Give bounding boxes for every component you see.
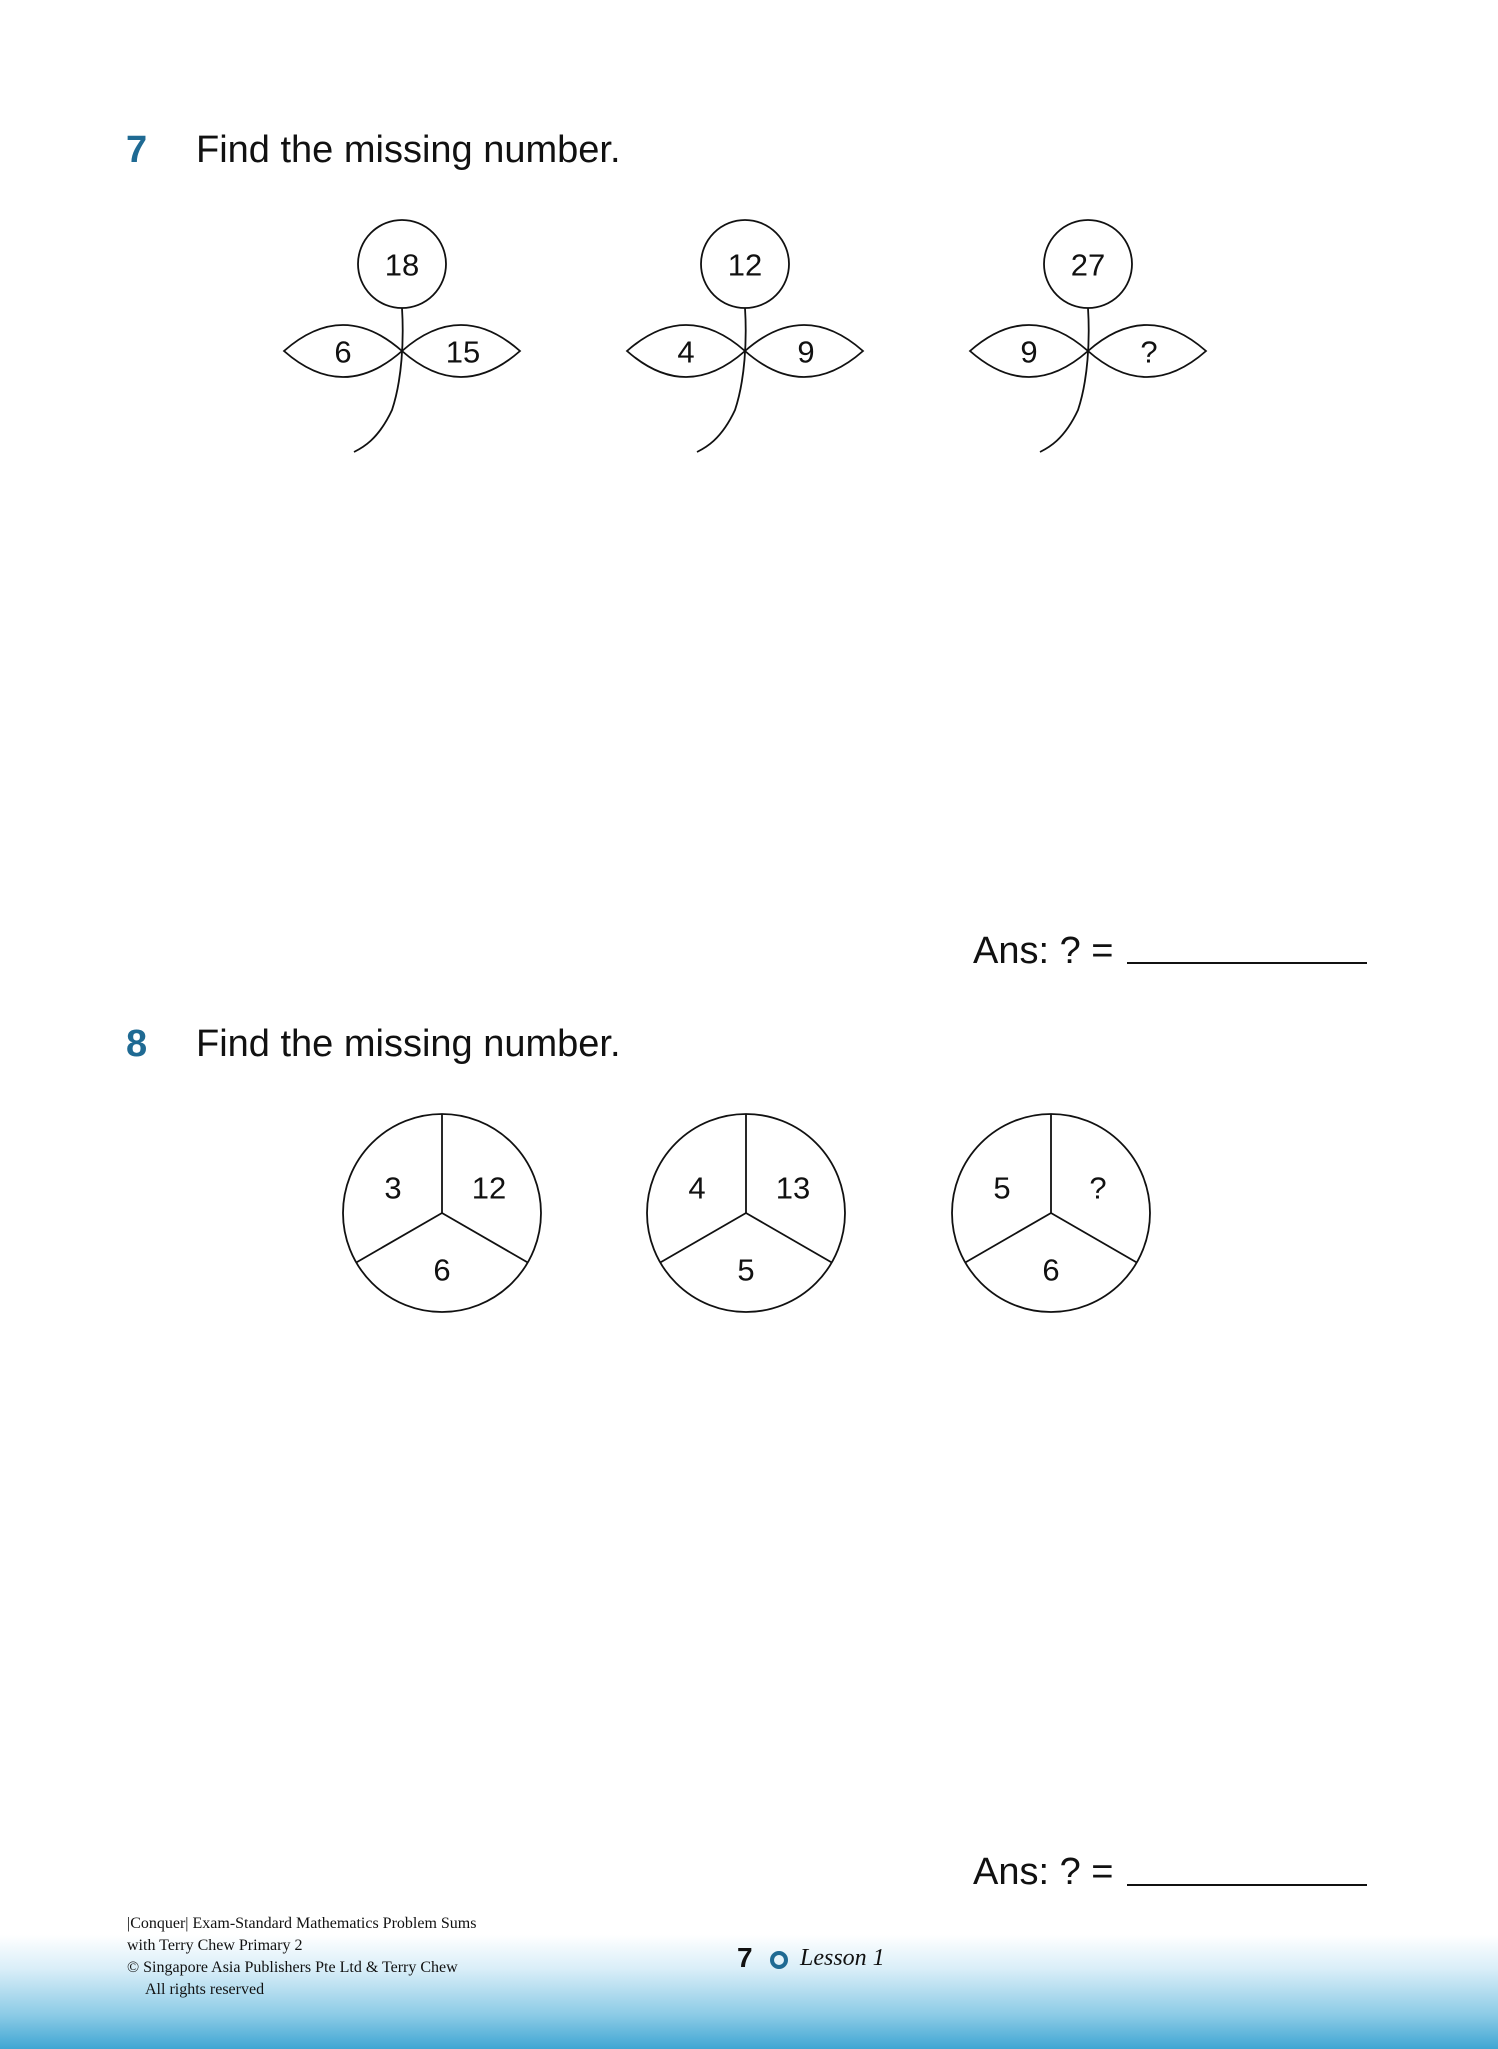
flower-left-value: 6 [334, 334, 352, 370]
pie-bottom-value: 6 [1042, 1252, 1060, 1288]
page-number: 7 [737, 1942, 753, 1973]
pie-bottom-value: 5 [737, 1252, 755, 1288]
pie-figure [952, 1114, 1150, 1312]
pie-figure [343, 1114, 541, 1312]
flower-figure [284, 220, 520, 452]
credit-line: All rights reserved [145, 1981, 265, 1998]
ring-icon [770, 1951, 788, 1969]
answer-blank[interactable] [1127, 962, 1367, 964]
flower-top-value: 12 [727, 247, 763, 283]
credit-line: |Conquer| Exam-Standard Mathematics Problem Sums [127, 1915, 477, 1932]
flower-top-value: 27 [1070, 247, 1106, 283]
flower-figure [627, 220, 863, 452]
question-number: 8 [126, 1023, 148, 1065]
answer-label: Ans: ? = [973, 930, 1114, 972]
question-prompt: Find the missing number. [196, 129, 621, 171]
flower-right-value: ? [1140, 334, 1158, 370]
answer-blank[interactable] [1127, 1884, 1367, 1886]
pie-top-left-value: 5 [993, 1170, 1011, 1206]
flower-right-value: 15 [445, 334, 481, 370]
pie-top-right-value: 12 [471, 1170, 507, 1206]
flower-stem [697, 308, 746, 452]
question-prompt: Find the missing number. [196, 1023, 621, 1065]
flower-stem [354, 308, 403, 452]
pie-top-left-value: 3 [384, 1170, 402, 1206]
pie-bottom-value: 6 [433, 1252, 451, 1288]
pie-figure [647, 1114, 845, 1312]
answer-label: Ans: ? = [973, 1851, 1114, 1893]
question-number: 7 [126, 129, 148, 171]
flower-left-value: 4 [677, 334, 695, 370]
lesson-label: Lesson 1 [800, 1945, 885, 1971]
pie-top-left-value: 4 [688, 1170, 706, 1206]
footer-credits [127, 1913, 476, 2001]
credit-line: © Singapore Asia Publishers Pte Ltd & Terry Chew [127, 1959, 458, 1976]
credit-line: with Terry Chew Primary 2 [127, 1937, 303, 1954]
flower-figure [970, 220, 1206, 452]
flower-right-value: 9 [797, 334, 815, 370]
pie-top-right-value: ? [1089, 1170, 1107, 1206]
pie-top-right-value: 13 [775, 1170, 811, 1206]
flower-stem [1040, 308, 1089, 452]
flower-left-value: 9 [1020, 334, 1038, 370]
flower-top-value: 18 [384, 247, 420, 283]
